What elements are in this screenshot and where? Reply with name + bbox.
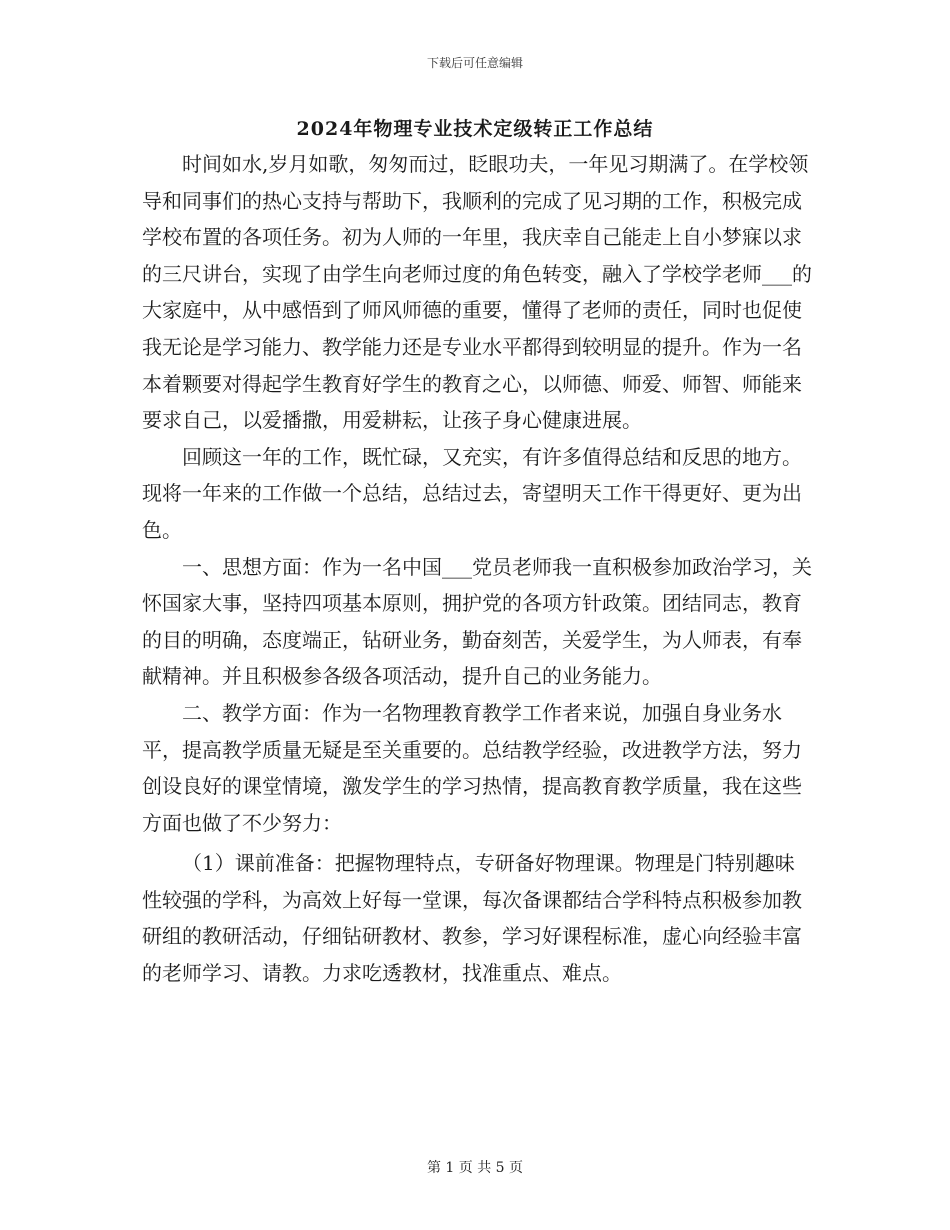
paragraph-teaching: 二、教学方面：作为一名物理教育教学工作者来说，加强自身业务水平，提高教学质量无疑是至关重要的。总结教学经验，改进教学方法，努力创设良好的课堂情境，激发学生的学习热情，提高教育教学质量，我在这些方面也做了不少努力： — [142, 700, 802, 835]
page-header: 下载后可任意编辑 — [426, 56, 523, 70]
paragraph-review: 回顾这一年的工作，既忙碌，又充实，有许多值得总结和反思的地方。现将一年来的工作做一个总结，总结过去，寄望明天工作干得更好、更为出色。 — [142, 444, 802, 542]
paragraph-ideology: 一、思想方面：作为一名中国___党员老师我一直积极参加政治学习，关怀国家大事，坚持四项基本原则，拥护党的各项方针政策。团结同志，教育的目的明确，态度端正，钻研业务，勤奋刻苦，关爱学生，为人师表，有奉献精神。并且积极参各级各项活动，提升自己的业务能力。 — [142, 554, 812, 689]
paragraph-intro: 时间如水,岁月如歌，匆匆而过，眨眼功夫，一年见习期满了。在学校领导和同事们的热心支持与帮助下，我顺利的完成了见习期的工作，积极完成学校布置的各项任务。初为人师的一年里，我庆幸自己能走上自小梦寐以求的三尺讲台，实现了由学生向老师过度的角色转变，融入了学校学老师___的大家庭中，从中感悟到了师风师德的重要，懂得了老师的责任，同时也促使我无论是学习能力、教学能力还是专业水平都得到较明显的提升。作为一名本着颗要对得起学生教育好学生的教育之心，以师德、师爱、师智、师能来要求自己，以爱播撒，用爱耕耘，让孩子身心健康进展。 — [142, 152, 812, 433]
document-title: 2024年物理专业技术定级转正工作总结 — [296, 118, 654, 140]
paragraph-preparation: （1）课前准备：把握物理特点，专研备好物理课。物理是门特别趣味性较强的学科，为高效上好每一堂课，每次备课都结合学科特点积极参加教研组的教研活动，仔细钻研教材、教参，学习好课程标准，虚心向经验丰富的老师学习、请教。力求吃透教材，找准重点、难点。 — [142, 851, 802, 986]
page-footer: 第 1 页 共 5 页 — [426, 1160, 524, 1176]
document-body — [142, 146, 814, 992]
